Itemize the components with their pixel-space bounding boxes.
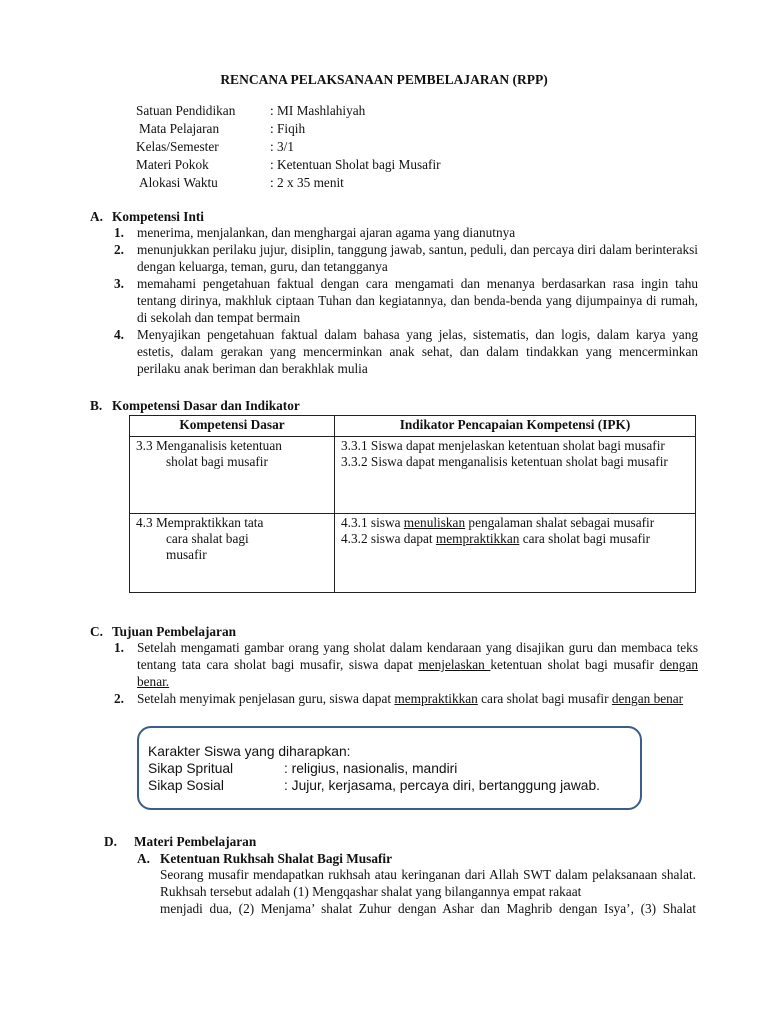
karakter-row [148,777,640,794]
ipk-text: cara sholat bagi musafir [519,531,651,546]
ipk-cell [335,514,696,593]
section-letter: B. [90,398,103,413]
identity-row [136,120,596,138]
item-number: 1. [114,640,124,655]
karakter-row [148,760,640,777]
ipk-item [341,531,689,547]
identity-value: : MI Mashlahiyah [270,103,366,118]
item-text: Setelah menyimak penjelasan guru, siswa dapat [137,691,395,706]
list-item [114,639,698,690]
identity-row [136,174,596,192]
identity-key: Materi Pokok [136,157,209,172]
item-number: 3. [114,276,124,291]
list-item [114,275,698,326]
tujuan-list [114,639,698,707]
item-underlined: dengan benar. [137,657,698,689]
item-underlined: dengan benar [611,691,684,706]
identity-row [136,102,596,120]
ipk-text: 4.3.1 siswa [341,515,404,530]
section-letter: C. [90,624,103,639]
kompetensi-inti-list [114,224,698,377]
table-header-row [130,416,696,437]
karakter-key: Sikap Sosial [148,778,224,793]
paragraph-text: Seorang musafir mendapatkan rukhsah atau keringanan dari Allah SWT dalam pelaksanaan shalat. Rukhsah tersebut adalah (1) Mengqashar shalat yang bilangannya empat rakaat [160,867,696,899]
ipk-item: 3.3.2 Siswa dapat menganalisis ketentuan sholat bagi musafir [341,454,668,469]
table-row [130,514,696,593]
identity-value: : Ketentuan Sholat bagi Musafir [270,157,441,172]
section-letter: A. [90,209,103,224]
table-header-kd: Kompetensi Dasar [130,416,335,437]
ipk-cell [335,437,696,514]
kd-cell [130,437,335,514]
section-letter: D. [104,834,117,849]
subsection-title: Ketentuan Rukhsah Shalat Bagi Musafir [160,851,393,866]
section-c-heading [90,623,236,640]
item-number: 2. [114,242,124,257]
item-text: menunjukkan perilaku jujur, disiplin, tanggung jawab, santun, peduli, dan percaya diri dalam berinteraksi dengan keluarga, teman, guru, dan tetangganya [137,242,698,274]
item-text: menerima, menjalankan, dan menghargai ajaran agama yang dianutnya [137,225,516,240]
section-d-heading [104,833,256,850]
ipk-text: pengalaman shalat sebagai musafir [465,515,655,530]
subsection-letter: A. [137,851,150,866]
ipk-underlined: menuliskan [403,515,466,530]
list-item [114,241,698,275]
karakter-title: Karakter Siswa yang diharapkan: [148,744,351,759]
kd-text-line: 3.3 Menganalisis ketentuan [136,438,282,453]
identity-row [136,156,596,174]
section-b-heading [90,397,300,414]
section-a-heading [90,208,204,225]
identity-key: Satuan Pendidikan [136,103,236,118]
identity-block [136,102,596,192]
section-title: Kompetensi Dasar dan Indikator [112,398,300,413]
kd-text-line: musafir [166,547,207,562]
subsection-heading [137,850,392,867]
identity-value: : 3/1 [270,139,295,154]
karakter-key: Sikap Spritual [148,761,234,776]
item-text: memahami pengetahuan faktual dengan cara mengamati dan menanya berdasarkan rasa ingin tahu tentang dirinya, makhluk ciptaan Tuhan dan kegiatannya, dan benda-benda yang dijumpainya di rumah, di sekolah dan tempat bermain [137,276,698,325]
identity-key: Kelas/Semester [136,139,219,154]
identity-row [136,138,596,156]
list-item [114,690,698,707]
kd-cell [130,514,335,593]
item-underlined: menjelaskan [418,657,491,672]
identity-value: : 2 x 35 menit [270,175,344,190]
document-title: RENCANA PELAKSANAAN PEMBELAJARAN (RPP) [220,72,548,87]
karakter-value: : religius, nasionalis, mandiri [284,761,458,776]
ipk-text: 4.3.2 siswa dapat [341,531,436,546]
section-title: Tujuan Pembelajaran [112,624,236,639]
item-number: 2. [114,691,124,706]
kd-text-line: cara shalat bagi [166,531,249,546]
item-text: Setelah mengamati gambar orang yang sholat dalam kendaraan yang disajikan guru dan membaca teks tentang tata cara sholat bagi musafir, siswa dapat [137,640,698,672]
paragraph-text: menjadi dua, (2) Menjama’ shalat Zuhur dengan Ashar dan Maghrib dengan Isya’, (3) Shalat [160,901,696,916]
section-title: Materi Pembelajaran [134,834,257,849]
kompetensi-table [129,415,696,593]
kd-text-line: sholat bagi musafir [166,454,268,469]
list-item [114,326,698,377]
kd-text-line: 4.3 Mempraktikkan tata [136,515,264,530]
section-title: Kompetensi Inti [112,209,204,224]
item-number: 4. [114,327,124,342]
ipk-item [341,515,689,531]
item-text: ketentuan sholat bagi musafir [490,657,660,672]
item-text: cara sholat bagi musafir [477,691,612,706]
item-text: Menyajikan pengetahuan faktual dalam bahasa yang jelas, sistematis, dan logis, dalam karya yang estetis, dalam gerakan yang mencerminkan anak sehat, dan dalam tindakkan yang mencerminkan perilaku anak beriman dan berakhlak mulia [137,327,698,376]
identity-value: : Fiqih [270,121,306,136]
table-row [130,437,696,514]
item-underlined: mempraktikkan [394,691,478,706]
karakter-value: : Jujur, kerjasama, percaya diri, bertanggung jawab. [284,778,600,793]
ipk-item: 3.3.1 Siswa dapat menjelaskan ketentuan sholat bagi musafir [341,438,665,453]
karakter-box [137,726,642,810]
table-header-ipk: Indikator Pencapaian Kompetensi (IPK) [335,416,696,437]
identity-key: Alokasi Waktu [139,175,218,190]
item-number: 1. [114,225,124,240]
list-item [114,224,698,241]
ipk-underlined: mempraktikkan [435,531,520,546]
materi-paragraph [160,866,696,917]
identity-key: Mata Pelajaran [139,121,220,136]
